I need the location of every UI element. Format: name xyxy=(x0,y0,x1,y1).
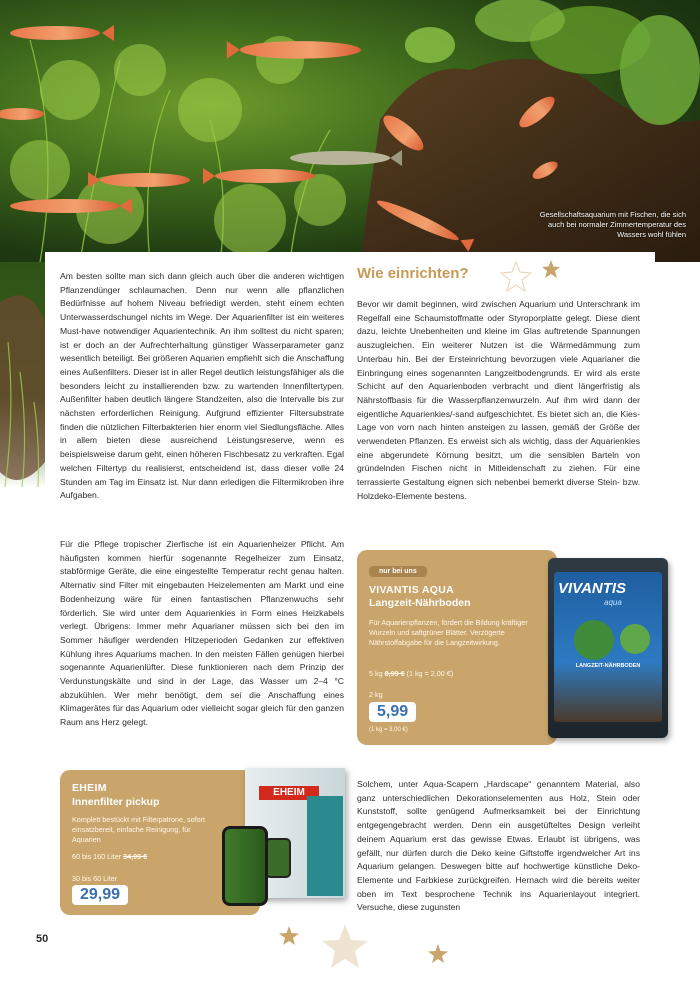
product-brand: EHEIM xyxy=(72,782,107,794)
old-unit-price: (1 kg = 2,00 €) xyxy=(406,669,454,678)
old-price: 8,99 € xyxy=(384,669,405,678)
paragraph: Bevor wir damit beginnen, wird zwischen Aquarium und Unterschrank im Regelfall eine Schaumstoffmatte oder Styroporplatte gelegt. Diese dient dazu, leichte Unebenheiten und kleine im Glas auftretende Spannungen auszugleichen. Ein weiterer Nutzen ist die Wärmedämmung zum Unterbau hin. Bei der Ersteinrichtung bevorzugen viele Aquarianer die Einbringung eines sogenannten Langzeitbodengrunds. Er wird als erste Schicht auf den Aquarienboden verbracht und dient längerfristig als Nährstoffbasis für die Wasserpflanzenwurzeln. Auf ihm wird dann der eigentliche Aquarienkies/-sand aufgeschichtet. Es bietet sich an, die Kies-Lage von vorn nach hinten ansteigen zu lassen, gemäß der Größe der verwendeten Pflanzen. Es erweist sich als wichtig, dass der Aquarienkies eine abgerundete Körnung besitzt, um die sensiblen Barteln von gründelnden Fischen nicht in Mitleidenschaft zu ziehen. Für eine terrassierte Gestaltung eignen sich nebenbei bemerkt diverse Stein- bzw. Holzdeko-Elemente bestens. xyxy=(357,299,640,501)
product-card-vivantis[interactable] xyxy=(357,550,557,745)
paragraph: Am besten sollte man sich dann gleich auch über die anderen wichtigen Pflanzendünger schlaumachen. Denn nur wenn alle pflanzlichen Bedürfnisse auf hohem Niveau befriedigt werden, steht einem echten Unterwasserdschungel nichts im Wege. Der Aquarienfilter ist ein weiteres Must-have notwendiger Aquarientechnik. An ihm solltest du nicht sparen; ist er doch an der Aufrechterhaltung günstiger Wasserparameter ganz wesentlich beteiligt. Bei größeren Aquarien empfiehlt sich die Anschaffung eines Außenfilters. Dieser ist in aller Regel deutlich leistungsfähiger als die besonders leicht zu installierenden bzw. zu wartenden Innenfiltertypen. Außenfilter haben deutlich längere Standzeiten, also die Intervalle bis zur nächsten erforderlichen Reinigung. Aufgrund effizienter Filtersubstrate finden die nützlichen Filterbakterien hier enorm viel Siedlungsfläche. Alles in allem bieten diese ausreichend Leistungsreserve, wenn es beispielsweise darum geht, einen höheren Fischbesatz zu verkraften. Egal welchen Filtertyp du realisierst, entscheidend ist, dass dieser volle 24 Stunden am Tag im Einsatz ist. Nur dann erledigen die Filtermikroben ihre Aufgaben. xyxy=(60,271,344,501)
product-name: Innenfilter pickup xyxy=(72,796,160,808)
pack-sub: aqua xyxy=(604,598,622,607)
left-column-text-2 xyxy=(60,538,344,730)
sale-price: 29,99 xyxy=(72,885,128,905)
paragraph: Für die Pflege tropischer Zierfische ist ein Aquarienheizer Pflicht. Am häufigsten kommen hierfür sogenannte Regelheizer zum Einsatz, stabförmige Geräte, die eine eingestellte Temperatur recht genau halten. Alternativ sind Filter mit eingebauten Heizelementen am Markt und eine Bodenheizung wäre für einen fantastischen Pflanzenwuchs sehr förderlich. Sie wird unter dem Aquarienkies in Form eines Heizkabels verlegt. Übrigens: Immer mehr Aquarianer müssen sich bei den im Sommer häufiger werdenden Hitzeperioden Gedanken zur effektiven Kühlung ihres Aquariums machen. In den meisten Fällen genügen hierbei sogenannte Aquarienlüfter. Diese funktionieren nach dem Prinzip der Verdunstungskälte und sind in der Lage, das Wasser um 2–4 °C abzukühlen. Wer mehr benötigt, dem sei die Anschaffung eines Klimagerätes für das Aquarium oder vielleicht sogar gleich für den ganzen Raum ans Herz gelegt. xyxy=(60,539,344,728)
side-plant-decoration xyxy=(0,262,50,487)
exclusive-badge: nur bei uns xyxy=(369,566,427,577)
vivantis-product-image xyxy=(548,558,668,738)
product-description: Komplett bestückt mit Filterpatrone, sofort einsatzbereit, einfache Reinigung, für Aquarien xyxy=(72,815,206,844)
product-name: Langzeit-Nährboden xyxy=(369,597,471,609)
pack-label: LANGZEIT-NÄHRBODEN xyxy=(575,663,641,669)
product-brand: VIVANTIS AQUA xyxy=(369,584,454,596)
section-heading: Wie einrichten? xyxy=(357,265,469,282)
plant-icon xyxy=(574,620,614,660)
old-price-line xyxy=(369,669,453,678)
leaf-icon xyxy=(620,624,650,654)
hero-photo xyxy=(0,0,700,262)
right-column-text-2 xyxy=(357,778,640,915)
size-label: 5 kg xyxy=(369,669,383,678)
star-decoration-icon xyxy=(496,256,566,296)
page-number: 50 xyxy=(36,933,49,945)
size-label-2: 2 kg xyxy=(369,690,383,699)
old-price-line xyxy=(72,852,147,861)
unit-price: (1 kg = 3,00 €) xyxy=(369,727,408,733)
size-label-2: 30 bis 60 Liter xyxy=(72,874,118,883)
old-price: 34,99 € xyxy=(123,852,148,861)
star-decoration-bottom-icon xyxy=(275,920,460,985)
product-description: Für Aquarienpflanzen, fördert die Bildung kräftiger Wurzeln und saftgrüner Blätter. Verzögerte Nährstoffabgabe für die Langzeitwirkung. xyxy=(369,618,528,647)
hero-caption: Gesellschaftsaquarium mit Fischen, die sich auch bei normaler Zimmertemperatur des Wassers wohl fühlen xyxy=(539,210,686,239)
size-label: 60 bis 160 Liter xyxy=(72,852,122,861)
left-column-text-1 xyxy=(60,270,344,503)
box-brand: EHEIM xyxy=(259,786,319,800)
right-column-text-1 xyxy=(357,298,640,504)
paragraph: Solchem, unter Aqua-Scapern „Hardscape“ genanntem Material, also ganz unterschiedlichen Dekorationselementen aus Holz, Stein oder Kunststoff, sollte genügend Aufmerksamkeit bei der Einrichtung entgegengebracht werden. Denn ein ausgetüfteltes Design verleiht deinem Aquarium erst das gewisse Etwas. Erlaubt ist übrigens, was gefällt, nur dürfen durch die Deko keine Giftstoffe irgendwelcher Art ins Aquarium gelangen. Deswegen bitte auf hochwertige künstliche Deko-Elemente und Farbkiese zurückgreifen. Hernach wird die bereits weiter oben im Text besprochene Technik ins Aquarienlayout integriert. Versuche, diese zugunsten xyxy=(357,779,640,913)
filter-unit xyxy=(222,826,268,906)
pack-brand: VIVANTIS xyxy=(558,580,627,597)
sale-price: 5,99 xyxy=(369,702,416,722)
